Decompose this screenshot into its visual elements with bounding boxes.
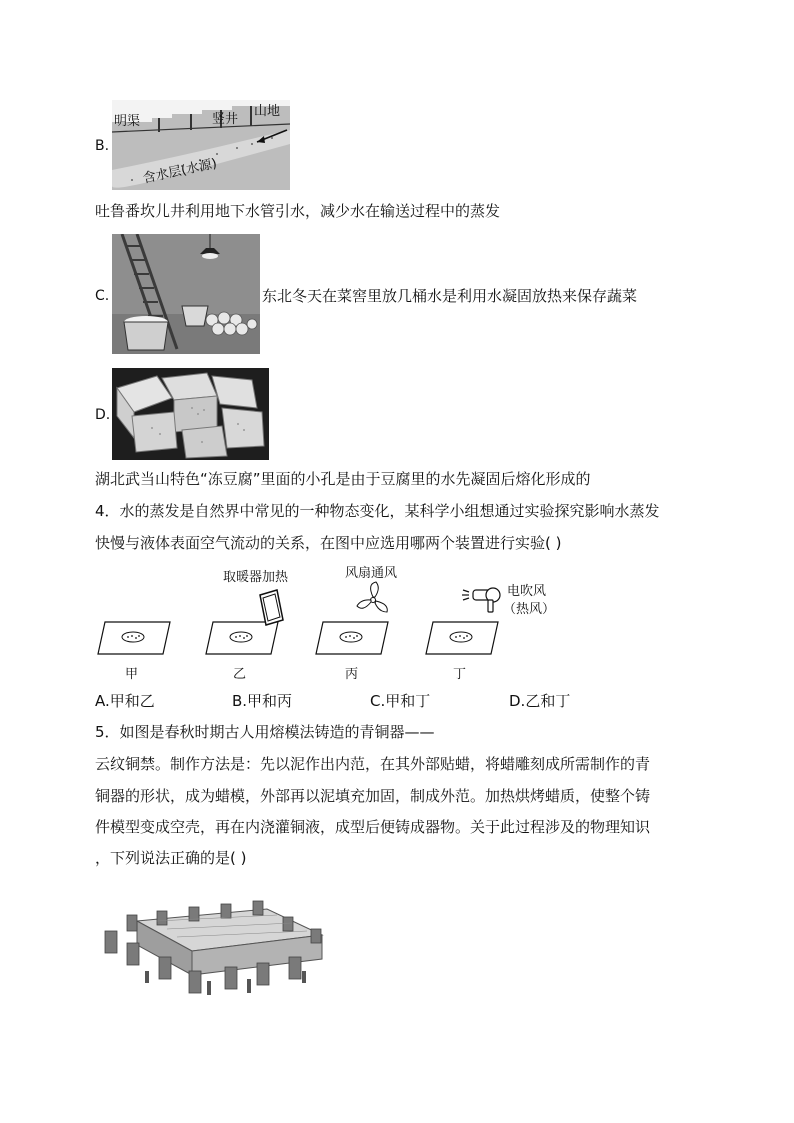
option-d-label: D. bbox=[95, 407, 111, 423]
bronze-jin-image bbox=[97, 891, 329, 1001]
heater-icon bbox=[260, 590, 283, 625]
device-name-yi: 乙 bbox=[233, 667, 247, 682]
q4-stem-line2: 快慢与液体表面空气流动的关系，在图中应选用哪两个装置进行实验( ) bbox=[95, 534, 562, 552]
device-name-ding: 丁 bbox=[453, 667, 467, 682]
q5-stem-line5: ，下列说法正确的是( ) bbox=[95, 849, 247, 867]
fan-label: 风扇通风 bbox=[345, 566, 398, 581]
karez-diagram bbox=[112, 100, 290, 190]
option-c-label: C. bbox=[95, 288, 110, 304]
q4-stem-line1: 4．水的蒸发是自然界中常见的一种物态变化，某科学小组想通过实验探究影响水蒸发 bbox=[95, 502, 660, 520]
q4-choice-d[interactable]: D.乙和丁 bbox=[509, 692, 571, 710]
dryer-sublabel: （热风） bbox=[503, 602, 556, 617]
mountain-label: 山地 bbox=[254, 104, 281, 119]
q4-choice-c[interactable]: C.甲和丁 bbox=[370, 692, 431, 710]
dryer-label: 电吹风 bbox=[507, 584, 547, 599]
q4-choice-b[interactable]: B.甲和丙 bbox=[232, 692, 293, 710]
cellar-image bbox=[112, 234, 260, 354]
hair-dryer-icon bbox=[462, 588, 500, 612]
heater-label: 取暖器加热 bbox=[223, 570, 289, 585]
q4-choice-a[interactable]: A.甲和乙 bbox=[95, 692, 155, 710]
q5-stem-line2: 云纹铜禁。制作方法是：先以泥作出内范，在其外部贴蜡，将蜡雕刻成所需制作的青 bbox=[95, 755, 651, 773]
canal-label: 明渠 bbox=[114, 114, 141, 129]
option-d-caption: 湖北武当山特色“冻豆腐”里面的小孔是由于豆腐里的水先凝固后熔化形成的 bbox=[95, 470, 591, 488]
option-b-label: B. bbox=[95, 138, 110, 154]
option-b-caption: 吐鲁番坎儿井利用地下水管引水，减少水在输送过程中的蒸发 bbox=[95, 202, 501, 220]
fan-icon bbox=[357, 582, 387, 612]
q5-stem-line4: 件模型变成空壳，再在内浇灌铜液，成型后便铸成器物。关于此过程涉及的物理知识 bbox=[95, 818, 651, 836]
aquifer-label: 含水层(水源) bbox=[141, 156, 219, 187]
device-name-bing: 丙 bbox=[345, 667, 359, 682]
q5-stem-line1: 5．如图是春秋时期古人用熔模法铸造的青铜器—— bbox=[95, 723, 435, 741]
q5-stem-line3: 铜器的形状，成为蜡模，外部再以泥填充加固，制成外范。加热烘烤蜡质，使整个铸 bbox=[95, 787, 651, 805]
device-name-jia: 甲 bbox=[125, 667, 139, 682]
frozen-tofu-image bbox=[112, 368, 269, 460]
q4-figure bbox=[95, 562, 595, 687]
option-c-caption: 东北冬天在菜窖里放几桶水是利用水凝固放热来保存蔬菜 bbox=[262, 287, 638, 305]
well-label: 竖井 bbox=[212, 112, 239, 127]
